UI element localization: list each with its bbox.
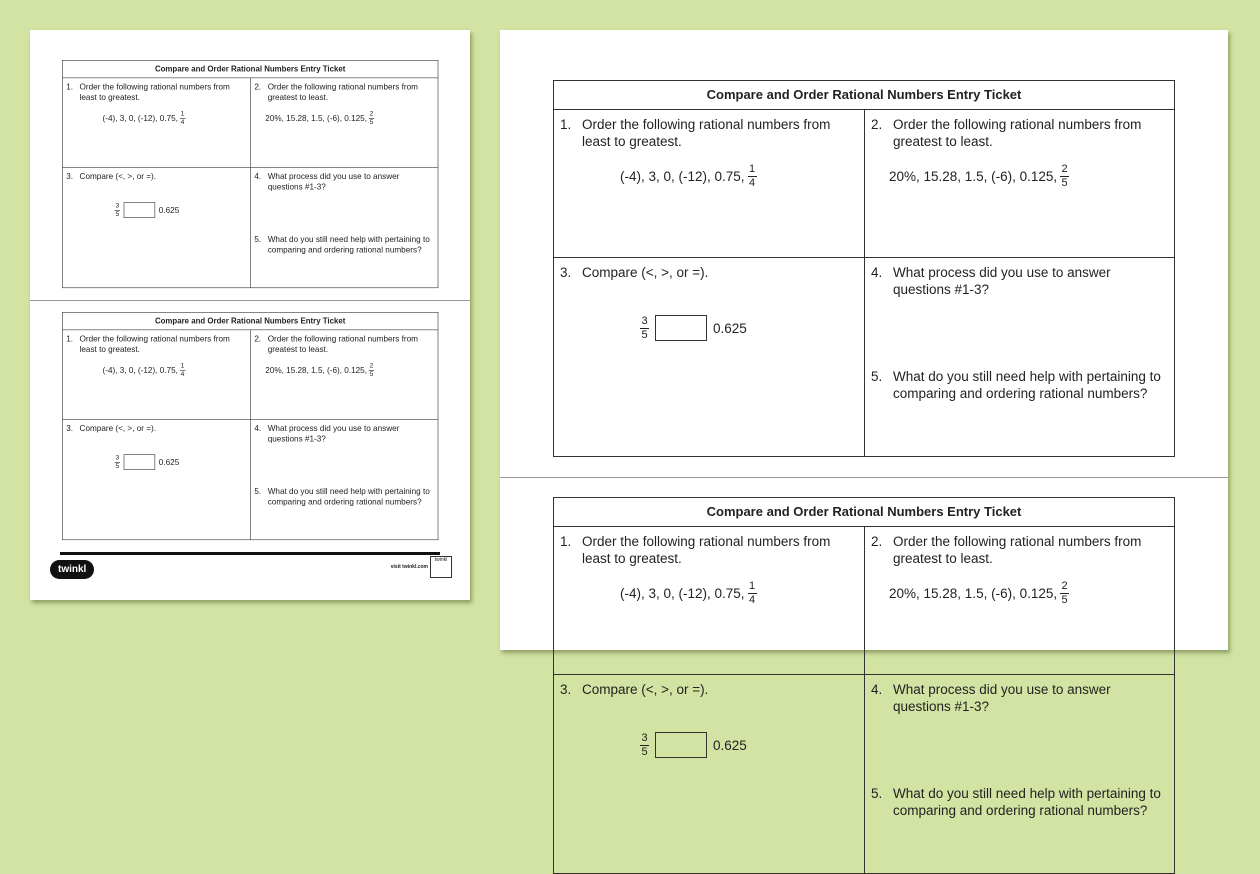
number-list: 20%, 15.28, 1.5, (-6), 0.125, bbox=[889, 586, 1058, 601]
fraction bbox=[115, 202, 120, 217]
denominator: 4 bbox=[180, 370, 185, 378]
question-1 bbox=[63, 330, 251, 420]
question-3 bbox=[554, 258, 865, 456]
question-text: Compare (<, >, or =). bbox=[79, 423, 157, 433]
number-list: 20%, 15.28, 1.5, (-6), 0.125, bbox=[265, 365, 367, 375]
question-text: What do you still need help with pertaining to comparing and ordering rational numbers? bbox=[267, 486, 430, 507]
denominator: 5 bbox=[369, 118, 374, 126]
answer-box[interactable] bbox=[124, 202, 155, 218]
question-1 bbox=[554, 110, 865, 258]
number-list: (-4), 3, 0, (-12), 0.75, bbox=[620, 586, 745, 601]
fraction bbox=[180, 111, 185, 126]
question-number: 1. bbox=[560, 534, 572, 549]
ticket-slot bbox=[62, 60, 438, 288]
question-text: Compare (<, >, or =). bbox=[582, 265, 709, 280]
fraction bbox=[180, 363, 185, 378]
question-text: Order the following rational numbers from greatest to least. bbox=[267, 334, 418, 354]
question-text: Order the following rational numbers from least to greatest. bbox=[79, 82, 230, 102]
question-text: What process did you use to answer questions #1-3? bbox=[267, 423, 400, 444]
compare-value: 0.625 bbox=[158, 205, 180, 215]
numerator: 1 bbox=[180, 110, 185, 118]
question-4-5 bbox=[251, 168, 438, 288]
question-1 bbox=[554, 527, 865, 675]
visit-link: visit twinkl.com bbox=[390, 564, 428, 570]
denominator: 4 bbox=[748, 594, 756, 606]
ticket-title: Compare and Order Rational Numbers Entry Ticket bbox=[554, 81, 1174, 110]
question-number: 1. bbox=[66, 334, 74, 344]
number-list: (-4), 3, 0, (-12), 0.75, bbox=[620, 169, 745, 184]
page-thumbnail[interactable] bbox=[30, 30, 470, 600]
question-number: 5. bbox=[254, 486, 262, 496]
fraction bbox=[1060, 164, 1069, 189]
numerator: 3 bbox=[115, 201, 120, 210]
question-text: Compare (<, >, or =). bbox=[79, 171, 157, 181]
question-number: 3. bbox=[560, 265, 572, 280]
fraction bbox=[748, 164, 757, 189]
fraction bbox=[369, 111, 374, 126]
ticket-title: Compare and Order Rational Numbers Entry Ticket bbox=[554, 498, 1174, 527]
fraction bbox=[369, 363, 374, 378]
question-number: 2. bbox=[254, 82, 262, 92]
question-3 bbox=[554, 675, 865, 873]
denominator: 5 bbox=[115, 210, 120, 218]
ticket-slot bbox=[62, 312, 438, 540]
question-number: 4. bbox=[871, 265, 883, 280]
question-number: 3. bbox=[560, 682, 572, 697]
question-text: Order the following rational numbers from greatest to least. bbox=[893, 534, 1142, 566]
question-text: What do you still need help with pertaining to comparing and ordering rational numbers? bbox=[893, 786, 1161, 818]
fraction bbox=[115, 454, 120, 469]
question-text: Order the following rational numbers from least to greatest. bbox=[582, 534, 831, 566]
denominator: 5 bbox=[369, 370, 374, 378]
fraction bbox=[640, 316, 649, 341]
fraction bbox=[748, 581, 757, 606]
number-list: 20%, 15.28, 1.5, (-6), 0.125, bbox=[889, 169, 1058, 184]
numerator: 2 bbox=[1061, 163, 1068, 175]
answer-box[interactable] bbox=[124, 454, 155, 470]
question-2 bbox=[865, 110, 1174, 258]
question-number: 4. bbox=[254, 423, 262, 433]
denominator: 5 bbox=[1061, 177, 1068, 189]
question-2 bbox=[251, 330, 438, 420]
entry-ticket bbox=[62, 60, 438, 288]
ticket-title: Compare and Order Rational Numbers Entry Ticket bbox=[63, 61, 438, 79]
question-3 bbox=[63, 168, 251, 288]
question-number: 5. bbox=[254, 234, 262, 244]
fraction bbox=[640, 733, 649, 758]
question-number: 2. bbox=[871, 534, 883, 549]
twinkl-badge: twinkl bbox=[430, 556, 452, 578]
question-text: Order the following rational numbers from greatest to least. bbox=[267, 82, 418, 102]
number-list: 20%, 15.28, 1.5, (-6), 0.125, bbox=[265, 113, 367, 123]
denominator: 5 bbox=[1061, 594, 1068, 606]
compare-value: 0.625 bbox=[158, 457, 180, 467]
footer-rule bbox=[60, 552, 440, 555]
numerator: 3 bbox=[115, 453, 120, 462]
question-3 bbox=[63, 420, 251, 540]
numerator: 1 bbox=[180, 362, 185, 370]
fraction bbox=[1060, 581, 1069, 606]
question-text: What process did you use to answer questions #1-3? bbox=[267, 171, 400, 192]
entry-ticket bbox=[553, 80, 1175, 457]
question-4-5 bbox=[251, 420, 438, 540]
twinkl-logo: twinkl bbox=[50, 560, 94, 579]
question-number: 2. bbox=[254, 334, 262, 344]
question-number: 5. bbox=[871, 786, 883, 801]
question-text: Order the following rational numbers from least to greatest. bbox=[582, 117, 831, 149]
entry-ticket bbox=[62, 312, 438, 540]
numerator: 1 bbox=[748, 580, 756, 592]
question-text: What process did you use to answer questions #1-3? bbox=[893, 682, 1111, 714]
question-text: What do you still need help with pertaining to comparing and ordering rational numbers? bbox=[893, 369, 1161, 401]
question-number: 4. bbox=[871, 682, 883, 697]
numerator: 3 bbox=[641, 314, 648, 327]
cut-line bbox=[500, 477, 1228, 478]
question-2 bbox=[251, 78, 438, 168]
question-number: 5. bbox=[871, 369, 883, 384]
numerator: 3 bbox=[641, 731, 648, 744]
question-number: 3. bbox=[66, 171, 74, 181]
entry-ticket bbox=[553, 497, 1175, 874]
question-number: 2. bbox=[871, 117, 883, 132]
numerator: 2 bbox=[1061, 580, 1068, 592]
question-text: What process did you use to answer questions #1-3? bbox=[893, 265, 1111, 297]
question-4-5 bbox=[865, 675, 1174, 873]
question-number: 3. bbox=[66, 423, 74, 433]
numerator: 1 bbox=[748, 163, 756, 175]
question-4-5 bbox=[865, 258, 1174, 456]
denominator: 4 bbox=[748, 177, 756, 189]
answer-box[interactable] bbox=[655, 732, 707, 758]
question-text: What do you still need help with pertaining to comparing and ordering rational numbers? bbox=[267, 234, 430, 255]
denominator: 4 bbox=[180, 118, 185, 126]
ticket-title: Compare and Order Rational Numbers Entry Ticket bbox=[63, 313, 438, 331]
denominator: 5 bbox=[115, 462, 120, 470]
cut-line bbox=[30, 300, 470, 301]
question-2 bbox=[865, 527, 1174, 675]
page-zoomed bbox=[500, 30, 1228, 818]
denominator: 5 bbox=[641, 328, 648, 341]
question-number: 1. bbox=[560, 117, 572, 132]
number-list: (-4), 3, 0, (-12), 0.75, bbox=[102, 365, 178, 375]
question-text: Order the following rational numbers from least to greatest. bbox=[79, 334, 230, 354]
compare-value: 0.625 bbox=[713, 320, 747, 336]
number-list: (-4), 3, 0, (-12), 0.75, bbox=[102, 113, 178, 123]
ticket-slot bbox=[553, 80, 1175, 457]
numerator: 2 bbox=[369, 362, 374, 370]
question-1 bbox=[63, 78, 251, 168]
ticket-slot bbox=[553, 497, 1175, 874]
question-text: Compare (<, >, or =). bbox=[582, 682, 709, 697]
compare-value: 0.625 bbox=[713, 737, 747, 753]
question-number: 1. bbox=[66, 82, 74, 92]
answer-box[interactable] bbox=[655, 315, 707, 341]
question-number: 4. bbox=[254, 171, 262, 181]
question-text: Order the following rational numbers from greatest to least. bbox=[893, 117, 1142, 149]
denominator: 5 bbox=[641, 745, 648, 758]
numerator: 2 bbox=[369, 110, 374, 118]
